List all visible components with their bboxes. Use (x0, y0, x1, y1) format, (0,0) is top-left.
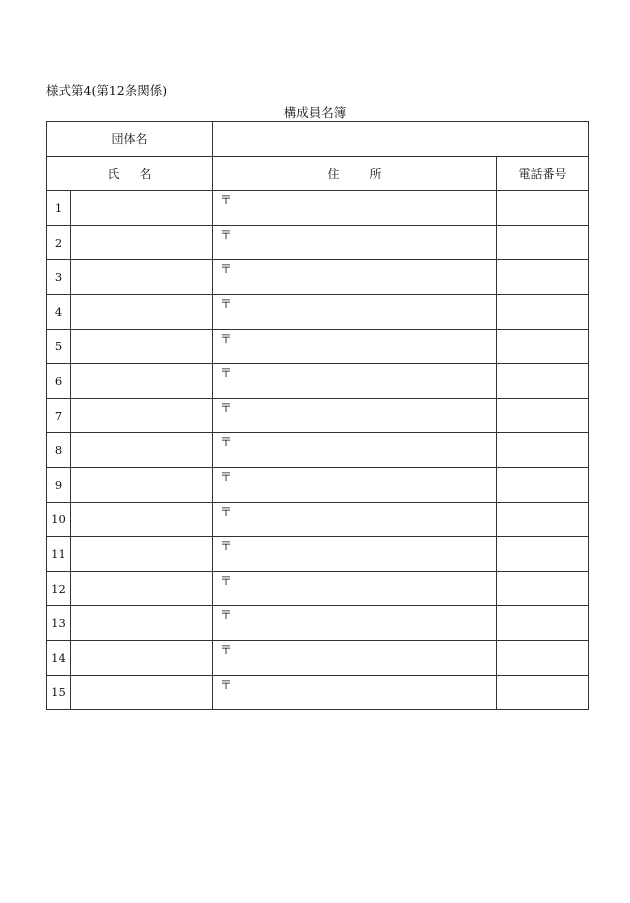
postal-mark: 〒 (220, 504, 233, 519)
member-address-field[interactable] (213, 433, 497, 468)
postal-mark: 〒 (220, 435, 233, 450)
member-name-field[interactable] (71, 675, 213, 710)
postal-mark: 〒 (220, 366, 233, 381)
postal-mark: 〒 (220, 539, 233, 554)
member-phone-field[interactable] (497, 433, 589, 468)
member-address-field[interactable] (213, 329, 497, 364)
member-name-field[interactable] (71, 364, 213, 399)
member-address-field[interactable] (213, 675, 497, 710)
postal-mark: 〒 (220, 642, 233, 657)
member-phone-field[interactable] (497, 225, 589, 260)
table-row (47, 364, 589, 399)
postal-mark: 〒 (220, 677, 233, 692)
name-column-header (47, 156, 213, 191)
member-address-field[interactable] (213, 537, 497, 572)
row-number: 15 (47, 675, 71, 710)
table-row (47, 675, 589, 710)
member-name-field[interactable] (71, 571, 213, 606)
address-header-right: 所 (369, 166, 382, 181)
member-address-field[interactable] (213, 260, 497, 295)
row-number: 7 (47, 398, 71, 433)
member-phone-field[interactable] (497, 537, 589, 572)
group-name-label: 団体名 (47, 122, 213, 157)
row-number: 4 (47, 294, 71, 329)
table-row (47, 571, 589, 606)
member-address-field[interactable] (213, 467, 497, 502)
member-address-field[interactable] (213, 606, 497, 641)
address-header-left: 住 (327, 166, 340, 181)
row-number: 14 (47, 640, 71, 675)
member-phone-field[interactable] (497, 398, 589, 433)
member-phone-field[interactable] (497, 606, 589, 641)
postal-mark: 〒 (220, 469, 233, 484)
member-phone-field[interactable] (497, 294, 589, 329)
row-number: 6 (47, 364, 71, 399)
postal-mark: 〒 (220, 608, 233, 623)
postal-mark: 〒 (220, 227, 233, 242)
member-address-field[interactable] (213, 571, 497, 606)
row-number: 3 (47, 260, 71, 295)
address-column-header (213, 156, 497, 191)
member-phone-field[interactable] (497, 467, 589, 502)
member-name-field[interactable] (71, 398, 213, 433)
member-phone-field[interactable] (497, 502, 589, 537)
member-address-field[interactable] (213, 502, 497, 537)
member-address-field[interactable] (213, 191, 497, 226)
member-name-field[interactable] (71, 225, 213, 260)
table-row (47, 294, 589, 329)
document-title: 構成員名簿 (283, 105, 347, 120)
table-row (47, 502, 589, 537)
member-phone-field[interactable] (497, 364, 589, 399)
member-phone-field[interactable] (497, 675, 589, 710)
postal-mark: 〒 (220, 296, 233, 311)
row-number: 2 (47, 225, 71, 260)
member-name-field[interactable] (71, 502, 213, 537)
member-phone-field[interactable] (497, 260, 589, 295)
table-row (47, 640, 589, 675)
row-number: 9 (47, 467, 71, 502)
member-name-field[interactable] (71, 433, 213, 468)
postal-mark: 〒 (220, 193, 233, 208)
form-number-label: 様式第4(第12条関係) (46, 83, 168, 98)
table-row (47, 398, 589, 433)
member-address-field[interactable] (213, 640, 497, 675)
row-number: 10 (47, 502, 71, 537)
member-address-field[interactable] (213, 294, 497, 329)
member-address-field[interactable] (213, 398, 497, 433)
table-row (47, 433, 589, 468)
member-roster-table (46, 121, 589, 710)
table-row (47, 467, 589, 502)
row-number: 8 (47, 433, 71, 468)
table-row (47, 606, 589, 641)
row-number: 5 (47, 329, 71, 364)
member-phone-field[interactable] (497, 640, 589, 675)
row-number: 12 (47, 571, 71, 606)
member-name-field[interactable] (71, 260, 213, 295)
row-number: 13 (47, 606, 71, 641)
group-name-field[interactable] (213, 122, 589, 157)
postal-mark: 〒 (220, 331, 233, 346)
table-row (47, 537, 589, 572)
member-name-field[interactable] (71, 329, 213, 364)
postal-mark: 〒 (220, 573, 233, 588)
member-name-field[interactable] (71, 640, 213, 675)
name-header-left: 氏 (107, 166, 120, 181)
postal-mark: 〒 (220, 400, 233, 415)
name-header-right: 名 (139, 166, 152, 181)
member-phone-field[interactable] (497, 571, 589, 606)
member-name-field[interactable] (71, 537, 213, 572)
phone-column-header: 電話番号 (497, 156, 589, 191)
table-row (47, 329, 589, 364)
member-phone-field[interactable] (497, 191, 589, 226)
member-name-field[interactable] (71, 191, 213, 226)
table-row (47, 191, 589, 226)
member-name-field[interactable] (71, 606, 213, 641)
member-address-field[interactable] (213, 225, 497, 260)
row-number: 1 (47, 191, 71, 226)
row-number: 11 (47, 537, 71, 572)
column-header-row (47, 156, 589, 191)
member-phone-field[interactable] (497, 329, 589, 364)
table-row (47, 225, 589, 260)
table-row (47, 260, 589, 295)
member-address-field[interactable] (213, 364, 497, 399)
postal-mark: 〒 (220, 262, 233, 277)
group-name-row (47, 122, 589, 157)
member-name-field[interactable] (71, 294, 213, 329)
member-name-field[interactable] (71, 467, 213, 502)
